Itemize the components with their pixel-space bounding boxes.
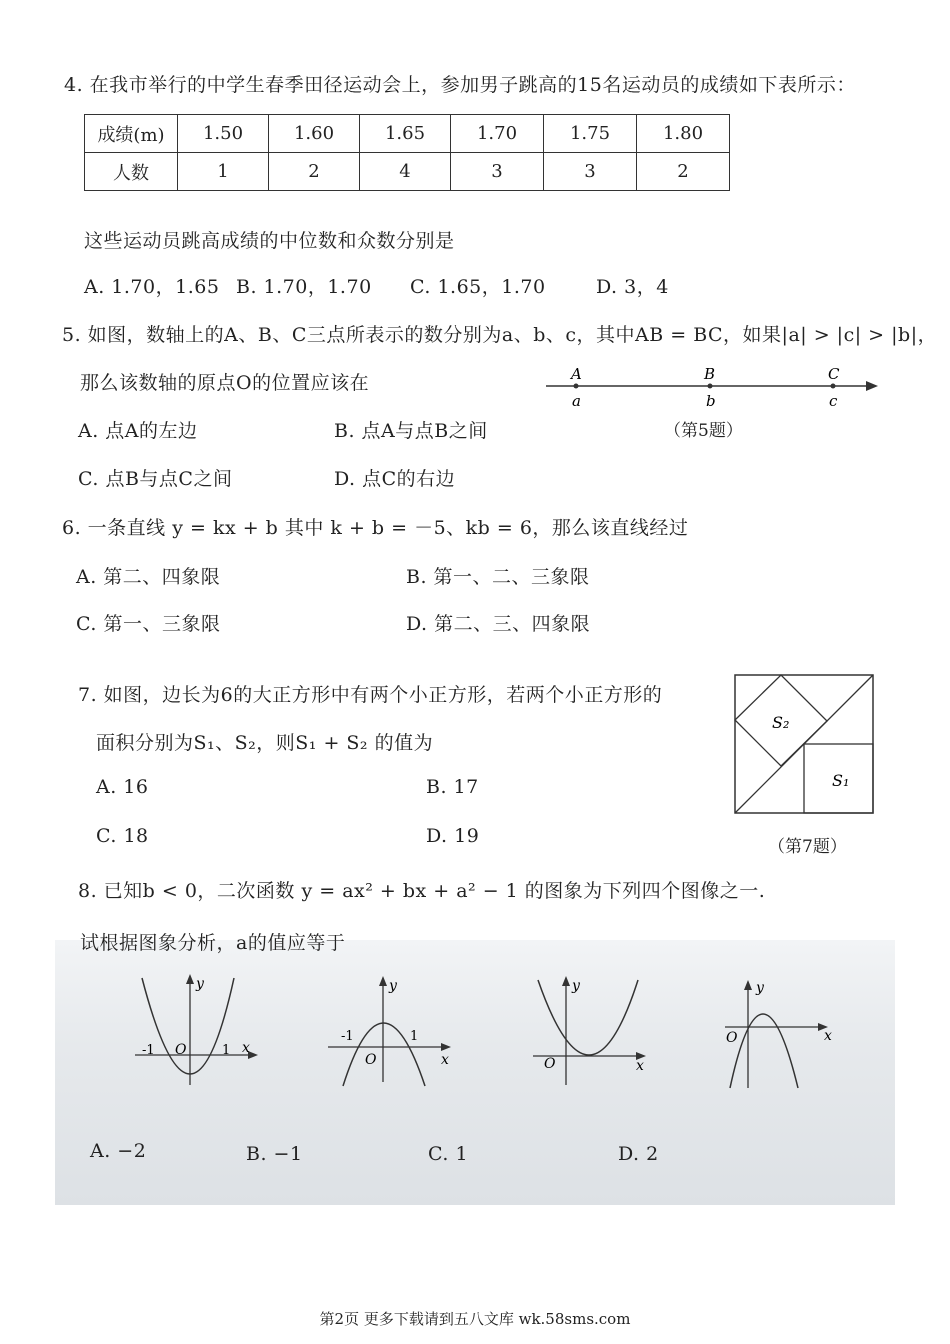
point-c-dot: [831, 384, 836, 389]
table-cell: 4: [360, 153, 451, 191]
tick-label-neg1: -1: [341, 1029, 354, 1044]
table-cell: 1.70: [451, 115, 544, 153]
q5-option-b: B. 点A与点B之间: [334, 420, 488, 442]
value-a-label: a: [572, 392, 581, 410]
q8-graph-a: [130, 970, 265, 1090]
origin-label: O: [726, 1030, 738, 1046]
point-a-dot: [574, 384, 579, 389]
q4-option-b: B. 1.70，1.70: [236, 276, 372, 298]
q7-figure-caption: （第7题）: [768, 837, 847, 857]
table-cell: 2: [269, 153, 360, 191]
q5-option-a: A. 点A的左边: [78, 420, 198, 442]
q8-stem-line1: 8. 已知b < 0，二次函数 y = ax² + bx + a² − 1 的图象为下列四个图像之一.: [78, 880, 766, 902]
parabola-curve: [538, 980, 638, 1055]
q8-option-a: A. −2: [90, 1140, 147, 1162]
y-label: y: [572, 978, 580, 994]
q5-number-line-figure: [540, 362, 885, 412]
q6-option-c: C. 第一、三象限: [76, 613, 221, 635]
q5-stem-line1: 5. 如图，数轴上的A、B、C三点所表示的数分别为a、b、c，其中AB = BC，如果|a| > |c| > |b|，: [62, 324, 938, 346]
q8-graph-d: [720, 970, 855, 1090]
q4-stem: 4. 在我市举行的中学生春季田径运动会上，参加男子跳高的15名运动员的成绩如下表所示：: [64, 74, 856, 96]
q4-option-d: D. 3，4: [596, 276, 669, 298]
table-cell: 1.80: [637, 115, 730, 153]
q5-figure-caption: （第5题）: [664, 421, 743, 441]
y-label: y: [196, 976, 204, 992]
x-label: x: [441, 1052, 449, 1068]
arrow-up-icon: [562, 976, 570, 986]
q6-option-a: A. 第二、四象限: [76, 566, 221, 588]
origin-label: O: [175, 1042, 187, 1058]
parabola-curve: [730, 1014, 798, 1088]
q4-option-a: A. 1.70，1.65: [84, 276, 220, 298]
q7-option-a: A. 16: [96, 776, 149, 798]
q7-stem-line1: 7. 如图，边长为6的大正方形中有两个小正方形，若两个小正方形的: [78, 684, 663, 706]
q7-option-d: D. 19: [426, 825, 480, 847]
q7-option-b: B. 17: [426, 776, 479, 798]
origin-label: O: [365, 1052, 377, 1068]
q8-option-d: D. 2: [618, 1143, 659, 1165]
x-label: x: [824, 1028, 832, 1044]
arrow-right-icon: [866, 381, 878, 391]
arrow-up-icon: [379, 976, 387, 986]
q6-option-b: B. 第一、二、三象限: [406, 566, 590, 588]
table-header-score: 成绩(m): [85, 115, 178, 153]
q5-stem-line2: 那么该数轴的原点O的位置应该在: [80, 372, 370, 394]
q6-stem: 6. 一条直线 y = kx + b 其中 k + b = －5、kb = 6，那么该直线经过: [62, 517, 689, 539]
label-s2: S₂: [772, 713, 790, 732]
table-cell: 1.60: [269, 115, 360, 153]
q6-option-d: D. 第二、三、四象限: [406, 613, 591, 635]
point-b-label: B: [704, 365, 716, 383]
tick-label-pos1: 1: [410, 1029, 419, 1044]
value-c-label: c: [829, 392, 838, 410]
parabola-curve: [142, 978, 234, 1074]
q7-option-c: C. 18: [96, 825, 149, 847]
table-cell: 1: [178, 153, 269, 191]
arrow-up-icon: [744, 980, 752, 990]
tick-label-neg1: -1: [142, 1043, 155, 1058]
table-cell: 1.75: [544, 115, 637, 153]
q7-stem-line2: 面积分别为S₁、S₂，则S₁ + S₂ 的值为: [96, 732, 434, 754]
value-b-label: b: [706, 392, 716, 410]
x-label: x: [242, 1040, 250, 1056]
origin-label: O: [544, 1056, 556, 1072]
q8-graph-b: [325, 970, 460, 1090]
table-row: [85, 153, 730, 191]
page-footer: 第2页 更多下载请到五八文库 wk.58sms.com: [319, 1310, 631, 1328]
table-cell: 1.65: [360, 115, 451, 153]
q5-option-c: C. 点B与点C之间: [78, 468, 233, 490]
point-c-label: C: [828, 365, 840, 383]
table-cell: 2: [637, 153, 730, 191]
q8-option-c: C. 1: [428, 1143, 469, 1165]
label-s1: S₁: [832, 771, 850, 790]
table-cell: 1.50: [178, 115, 269, 153]
x-label: x: [636, 1058, 644, 1074]
arrow-up-icon: [186, 974, 194, 984]
q8-stem-line2: 试根据图象分析，a的值应等于: [80, 932, 346, 954]
q7-squares-figure: [734, 674, 876, 816]
q5-option-d: D. 点C的右边: [334, 468, 456, 490]
table-row: [85, 115, 730, 153]
arrow-right-icon: [441, 1043, 451, 1051]
y-label: y: [389, 978, 397, 994]
table-cell: 3: [451, 153, 544, 191]
table-cell: 3: [544, 153, 637, 191]
q8-option-b: B. −1: [246, 1143, 303, 1165]
point-a-label: A: [571, 365, 582, 383]
q4-option-c: C. 1.65，1.70: [410, 276, 546, 298]
q8-graph-c: [530, 970, 665, 1090]
point-b-dot: [708, 384, 713, 389]
y-label: y: [756, 980, 764, 996]
q4-question: 这些运动员跳高成绩的中位数和众数分别是: [84, 230, 455, 252]
tick-label-pos1: 1: [222, 1043, 231, 1058]
table-header-count: 人数: [85, 153, 178, 191]
q4-score-table: [84, 114, 730, 191]
